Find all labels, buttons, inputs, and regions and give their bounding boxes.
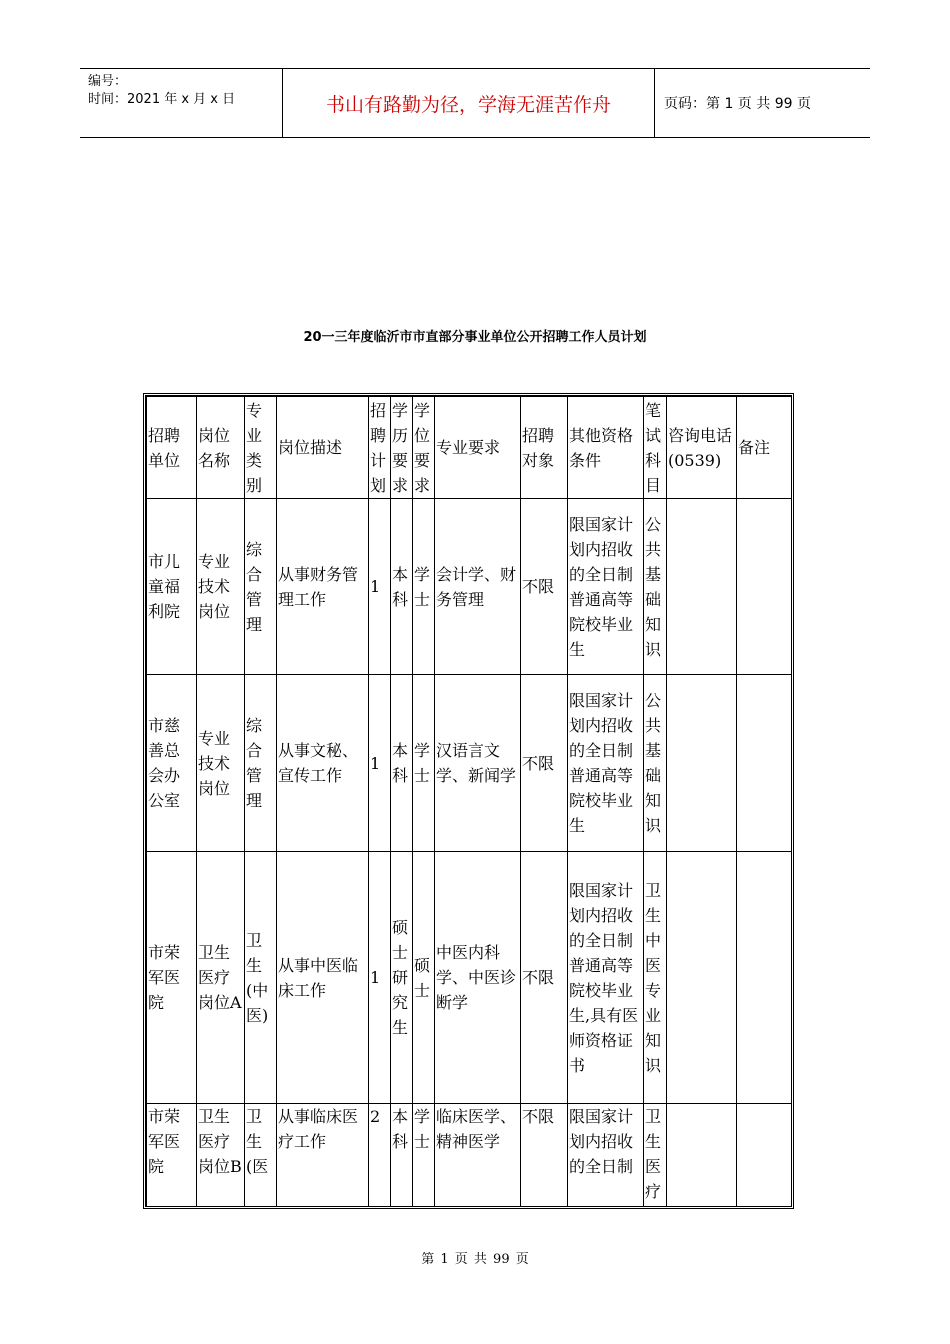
table-cell: 卫生(中医) xyxy=(245,852,277,1104)
table-cell: 硕士 xyxy=(413,852,435,1104)
header-cell: 笔试科目 xyxy=(644,397,667,499)
table-row xyxy=(147,1104,792,1210)
table-cell: 不限 xyxy=(521,499,568,675)
header-cell: 招聘对象 xyxy=(521,397,568,499)
table-cell: 从事临床医疗工作 xyxy=(277,1104,369,1210)
recruitment-table-frame xyxy=(143,393,794,1209)
table-cell: 公共基础知识 xyxy=(644,675,667,852)
table-cell xyxy=(737,499,792,675)
page-header xyxy=(80,68,870,138)
table-cell: 本科 xyxy=(391,675,413,852)
table-cell: 会计学、财务管理 xyxy=(435,499,521,675)
table-row xyxy=(147,852,792,1104)
header-cell: 备注 xyxy=(737,397,792,499)
table-cell xyxy=(667,675,737,852)
table-cell: 卫生中医专业知识 xyxy=(644,852,667,1104)
table-row xyxy=(147,675,792,852)
table-cell: 2 xyxy=(369,1104,391,1210)
header-motto: 书山有路勤为径，学海无涯苦作舟 xyxy=(282,69,655,137)
table-cell: 汉语言文学、新闻学 xyxy=(435,675,521,852)
table-cell: 临床医学、精神医学 xyxy=(435,1104,521,1210)
table-cell xyxy=(737,1104,792,1210)
header-cell: 其他资格条件 xyxy=(568,397,644,499)
document-title: 20一三年度临沂市市直部分事业单位公开招聘工作人员计划 xyxy=(303,330,647,345)
table-cell: 学士 xyxy=(413,499,435,675)
table-cell: 学士 xyxy=(413,675,435,852)
table-cell: 市慈善总会办公室 xyxy=(147,675,197,852)
table-cell: 1 xyxy=(369,675,391,852)
header-cell: 岗位描述 xyxy=(277,397,369,499)
table-cell: 卫生医疗岗位A xyxy=(197,852,245,1104)
table-cell: 公共基础知识 xyxy=(644,499,667,675)
table-cell: 学士 xyxy=(413,1104,435,1210)
header-cell: 岗位名称 xyxy=(197,397,245,499)
table-cell: 从事文秘、宣传工作 xyxy=(277,675,369,852)
table-header-row xyxy=(147,397,792,499)
number-label: 编号： xyxy=(88,74,128,89)
table-cell: 限国家计划内招收的全日制普通高等院校毕业生 xyxy=(568,499,644,675)
table-cell: 从事财务管理工作 xyxy=(277,499,369,675)
table-cell: 卫生(医 xyxy=(245,1104,277,1210)
table-cell xyxy=(667,852,737,1104)
table-cell: 综合管理 xyxy=(245,499,277,675)
table-cell: 市荣军医院 xyxy=(147,852,197,1104)
table-cell: 市荣军医院 xyxy=(147,1104,197,1210)
header-cell: 招聘计划 xyxy=(369,397,391,499)
table-cell: 不限 xyxy=(521,852,568,1104)
table-row xyxy=(147,499,792,675)
table-cell: 本科 xyxy=(391,1104,413,1210)
table-cell xyxy=(667,1104,737,1210)
table-cell: 中医内科学、中医诊断学 xyxy=(435,852,521,1104)
table-cell: 限国家计划内招收的全日制普通高等院校毕业生,具有医师资格证书 xyxy=(568,852,644,1104)
header-cell: 招聘单位 xyxy=(147,397,197,499)
table-cell: 卫生医疗 xyxy=(644,1104,667,1210)
header-page-code: 页码：第 1 页 共 99 页 xyxy=(664,96,811,112)
table-cell: 专业技术岗位 xyxy=(197,499,245,675)
header-cell: 学历要求 xyxy=(391,397,413,499)
table-cell: 1 xyxy=(369,852,391,1104)
table-cell: 从事中医临床工作 xyxy=(277,852,369,1104)
table-cell: 本科 xyxy=(391,499,413,675)
table-cell: 1 xyxy=(369,499,391,675)
table-cell: 限国家计划内招收的全日制 xyxy=(568,1104,644,1210)
table-cell: 卫生医疗岗位B xyxy=(197,1104,245,1210)
table-cell xyxy=(667,499,737,675)
table-cell xyxy=(737,675,792,852)
header-cell: 学位要求 xyxy=(413,397,435,499)
table-cell: 不限 xyxy=(521,675,568,852)
header-cell: 专业类别 xyxy=(245,397,277,499)
table-cell: 限国家计划内招收的全日制普通高等院校毕业生 xyxy=(568,675,644,852)
table-cell: 专业技术岗位 xyxy=(197,675,245,852)
table-cell: 综合管理 xyxy=(245,675,277,852)
page-footer: 第 1 页 共 99 页 xyxy=(421,1252,529,1267)
table-cell: 市儿童福利院 xyxy=(147,499,197,675)
time-label: 时间：2021 年 x 月 x 日 xyxy=(88,92,236,107)
table-cell: 不限 xyxy=(521,1104,568,1210)
recruitment-table xyxy=(146,396,792,1209)
header-cell: 专业要求 xyxy=(435,397,521,499)
table-cell xyxy=(737,852,792,1104)
table-cell: 硕士研究生 xyxy=(391,852,413,1104)
header-meta xyxy=(80,69,282,137)
header-cell: 咨询电话(0539) xyxy=(667,397,737,499)
